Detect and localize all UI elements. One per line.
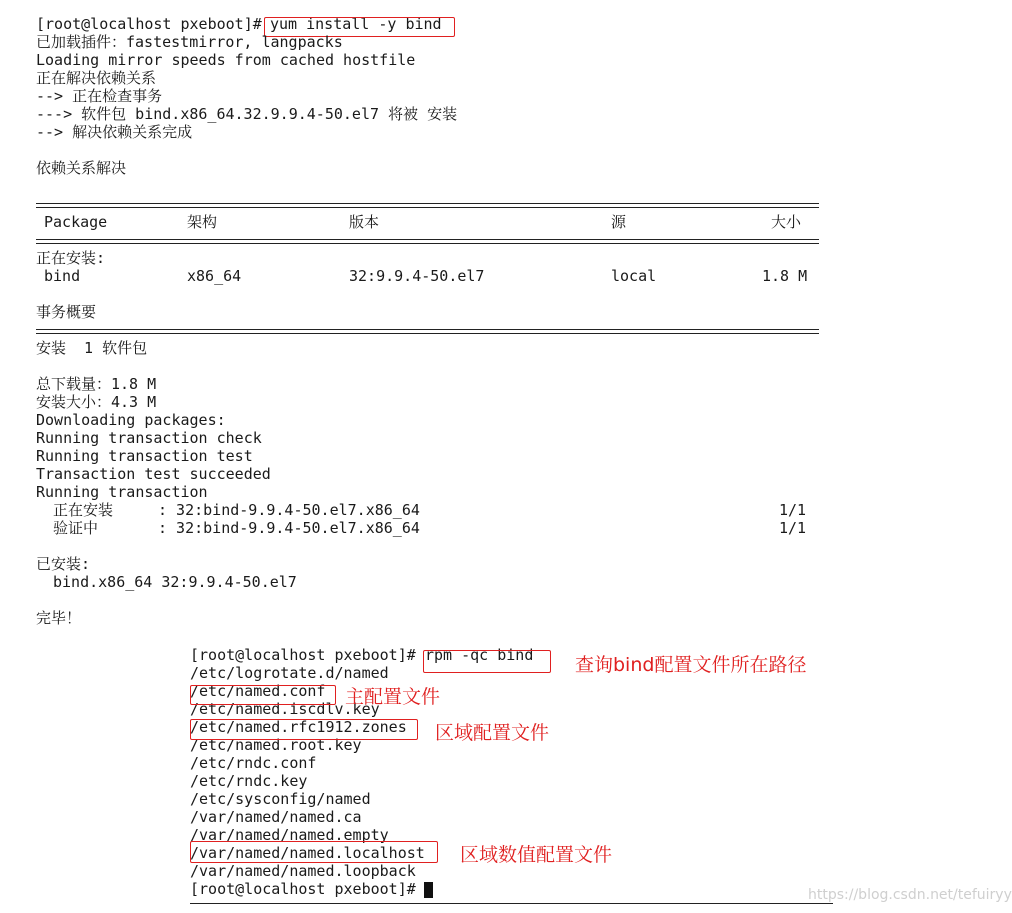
table-cell-repo: local (611, 267, 657, 285)
table-header-repo: 源 (611, 213, 627, 231)
shell-prompt: [root@localhost pxeboot]# (190, 880, 416, 898)
config-file-path: /etc/sysconfig/named (190, 790, 371, 808)
table-divider (36, 239, 819, 244)
table-divider (36, 329, 819, 334)
progress-count: 1/1 (779, 501, 807, 519)
config-file-path: /etc/named.conf (190, 682, 326, 700)
config-file-path: /var/named/named.loopback (190, 862, 416, 880)
config-file-path: /etc/named.root.key (190, 736, 362, 754)
done-message: 完毕！ (36, 609, 82, 627)
summary-title: 事务概要 (36, 303, 97, 321)
output-line: --> 解决依赖关系完成 (36, 123, 193, 141)
installed-title: 已安装: (36, 555, 91, 573)
table-divider (36, 203, 819, 208)
command-yum-install: yum install -y bind (270, 15, 442, 33)
output-line: ---> 软件包 bind.x86_64.32.9.9.4-50.el7 将被 安装 (36, 105, 458, 123)
shell-prompt: [root@localhost pxeboot]# (36, 15, 262, 33)
install-count: 安装 1 软件包 (36, 339, 148, 357)
table-cell-version: 32:9.9.4-50.el7 (349, 267, 485, 285)
table-header-package: Package (44, 213, 108, 231)
table-cell-package: bind (44, 267, 81, 285)
output-line: Running transaction test (36, 447, 253, 465)
shell-prompt: [root@localhost pxeboot]# (190, 646, 416, 664)
command-rpm-qc: rpm -qc bind (425, 646, 534, 664)
output-line: 安装大小：4.3 M (36, 393, 157, 411)
table-section-label: 正在安装: (36, 249, 106, 267)
config-file-path: /var/named/named.ca (190, 808, 362, 826)
output-line: 已加载插件：fastestmirror, langpacks (36, 33, 343, 51)
config-file-path: /etc/logrotate.d/named (190, 664, 389, 682)
table-header-version: 版本 (349, 213, 380, 231)
highlight-box-rpm-command (423, 650, 551, 673)
highlight-box-zones (190, 719, 418, 740)
progress-package: : 32:bind-9.9.4-50.el7.x86_64 (158, 519, 420, 537)
annotation-main-config: 主配置文件 (345, 686, 441, 708)
annotation-zone-config: 区域配置文件 (435, 722, 550, 744)
installed-package: bind.x86_64 32:9.9.4-50.el7 (53, 573, 297, 591)
annotation-query-path: 查询bind配置文件所在路径 (575, 654, 807, 676)
terminal-cursor (424, 882, 433, 898)
progress-label: 正在安装 (53, 501, 114, 519)
config-file-path: /etc/rndc.conf (190, 754, 317, 772)
table-header-size: 大小 (771, 213, 802, 231)
progress-package: : 32:bind-9.9.4-50.el7.x86_64 (158, 501, 420, 519)
config-file-path: /etc/named.iscdlv.key (190, 700, 380, 718)
progress-label: 验证中 (53, 519, 99, 537)
config-file-path: /var/named/named.localhost (190, 844, 425, 862)
output-line: Running transaction check (36, 429, 262, 447)
highlight-box-localhost (190, 841, 438, 863)
table-cell-arch: x86_64 (187, 267, 242, 285)
progress-count: 1/1 (779, 519, 807, 537)
table-header-arch: 架构 (187, 213, 218, 231)
output-line: 总下载量：1.8 M (36, 375, 157, 393)
output-line: Downloading packages: (36, 411, 226, 429)
watermark: https://blog.csdn.net/tefuiryy (808, 887, 1012, 903)
output-line: Loading mirror speeds from cached hostfile (36, 51, 416, 69)
annotation-zone-data-config: 区域数值配置文件 (460, 844, 613, 866)
config-file-path: /var/named/named.empty (190, 826, 389, 844)
output-line: Running transaction (36, 483, 208, 501)
output-line: --> 正在检查事务 (36, 87, 163, 105)
output-line: 依赖关系解决 (36, 159, 127, 177)
config-file-path: /etc/rndc.key (190, 772, 308, 790)
output-line: 正在解决依赖关系 (36, 69, 157, 87)
terminal-bottom-border (190, 903, 833, 904)
config-file-path: /etc/named.rfc1912.zones (190, 718, 407, 736)
output-line: Transaction test succeeded (36, 465, 271, 483)
table-cell-size: 1.8 M (762, 267, 808, 285)
highlight-box-named-conf (190, 685, 336, 705)
